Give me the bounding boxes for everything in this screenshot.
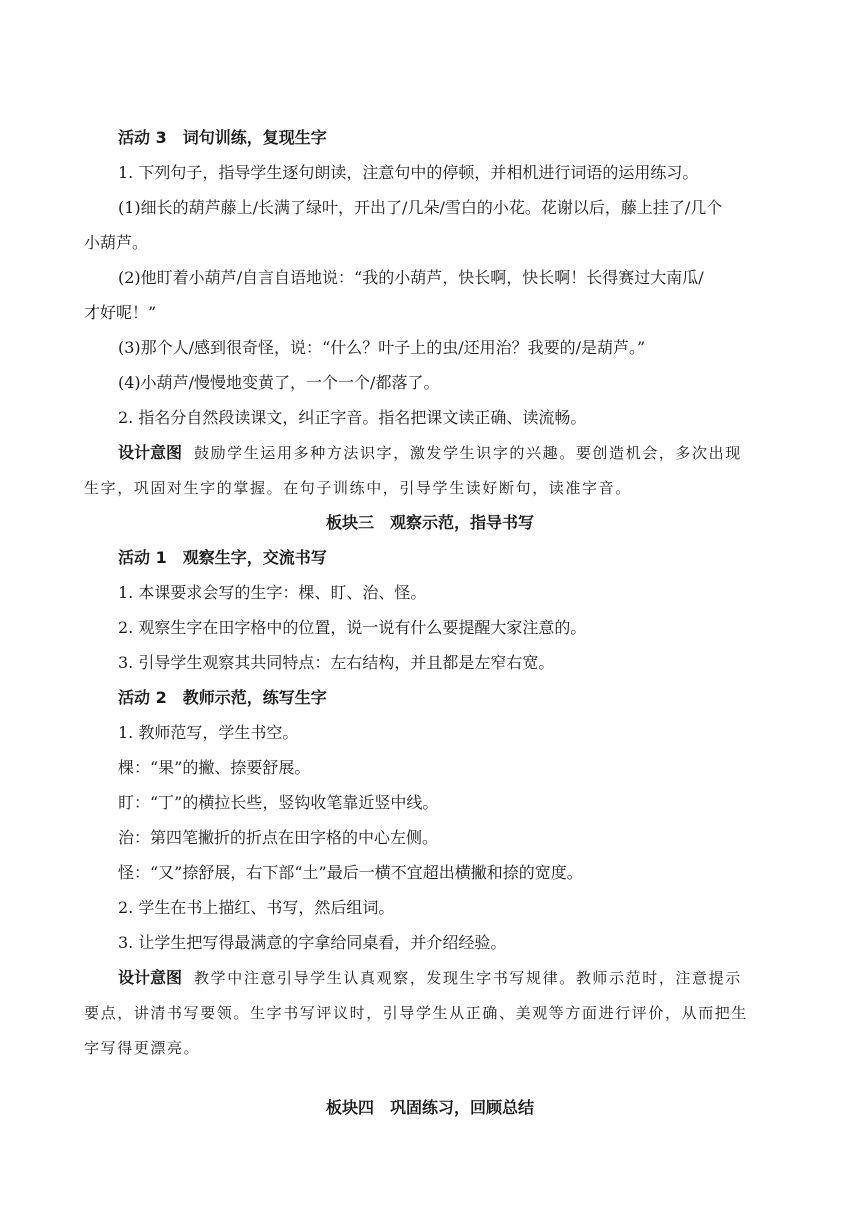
design-intent-1-line2: 生字，巩固对生字的掌握。在句子训练中，引导学生读好断句，读准字音。: [84, 479, 632, 497]
char-note-zhi: 治：第四笔撇折的折点在田字格的中心左侧。: [118, 828, 439, 847]
design-intent-2-line2: 要点，讲清书写要领。生字书写评议时，引导学生从正确、美观等方面进行评价，从而把生: [84, 1004, 749, 1022]
sentence1-line1: (1)细长的葫芦藤上/长满了绿叶，开出了/几朵/雪白的小花。花谢以后，藤上挂了/几个: [118, 198, 723, 217]
activity2-item2: 2. 学生在书上描红、书写，然后组词。: [118, 898, 395, 917]
char-note-ke: 棵：“果”的撇、捺要舒展。: [118, 758, 311, 777]
activity1-item1: 1. 本课要求会写的生字：棵、盯、治、怪。: [118, 583, 427, 602]
design-intent-2-line3: 字写得更漂亮。: [84, 1039, 201, 1057]
char-note-guai: 怪：“又”捺舒展，右下部“土”最后一横不宜超出横撇和捺的宽度。: [118, 863, 583, 882]
sentence4: (4)小葫芦/慢慢地变黄了，一个一个/都落了。: [118, 373, 440, 392]
activity3-item1: 1. 下列句子，指导学生逐句朗读，注意句中的停顿，并相机进行词语的运用练习。: [118, 163, 699, 182]
activity1-item3: 3. 引导学生观察其共同特点：左右结构，并且都是左窄右宽。: [118, 653, 555, 672]
activity2-item3: 3. 让学生把写得最满意的字拿给同桌看，并介绍经验。: [118, 933, 507, 952]
sentence1-line2: 小葫芦。: [84, 233, 149, 252]
section3-title: 板块三 观察示范，指导书写: [325, 513, 534, 532]
activity3-item2: 2. 指名分自然段读课文，纠正字音。指名把课文读正确、读流畅。: [118, 408, 587, 427]
sentence2-line2: 才好呢！”: [84, 303, 157, 322]
design-intent-text: 教学中注意引导学生认真观察，发现生字书写规律。教师示范时，注意提示: [194, 969, 742, 987]
char-note-ding: 盯：“丁”的横拉长些，竖钩收笔靠近竖中线。: [118, 793, 439, 812]
design-intent-label: 设计意图: [118, 968, 183, 987]
design-intent-text: 鼓励学生运用多种方法识字，激发学生识字的兴趣。要创造机会，多次出现: [194, 444, 742, 462]
activity1-item2: 2. 观察生字在田字格中的位置，说一说有什么要提醒大家注意的。: [118, 618, 587, 637]
design-intent-2-line1: [118, 967, 742, 989]
section4-title: 板块四 巩固练习，回顾总结: [325, 1098, 534, 1117]
design-intent-1-line1: [118, 442, 742, 464]
sentence2-line1: (2)他盯着小葫芦/自言自语地说：“我的小葫芦，快长啊，快长啊！长得赛过大南瓜/: [118, 268, 704, 287]
activity3-heading: 活动 3 词句训练，复现生字: [118, 128, 327, 147]
activity1-heading: 活动 1 观察生字，交流书写: [118, 548, 327, 567]
sentence3: (3)那个人/感到很奇怪，说：“什么？叶子上的虫/还用治？我要的/是葫芦。”: [118, 338, 646, 357]
activity2-heading: 活动 2 教师示范，练写生字: [118, 688, 327, 707]
activity2-item1: 1. 教师范写，学生书空。: [118, 723, 299, 742]
design-intent-label: 设计意图: [118, 443, 183, 462]
